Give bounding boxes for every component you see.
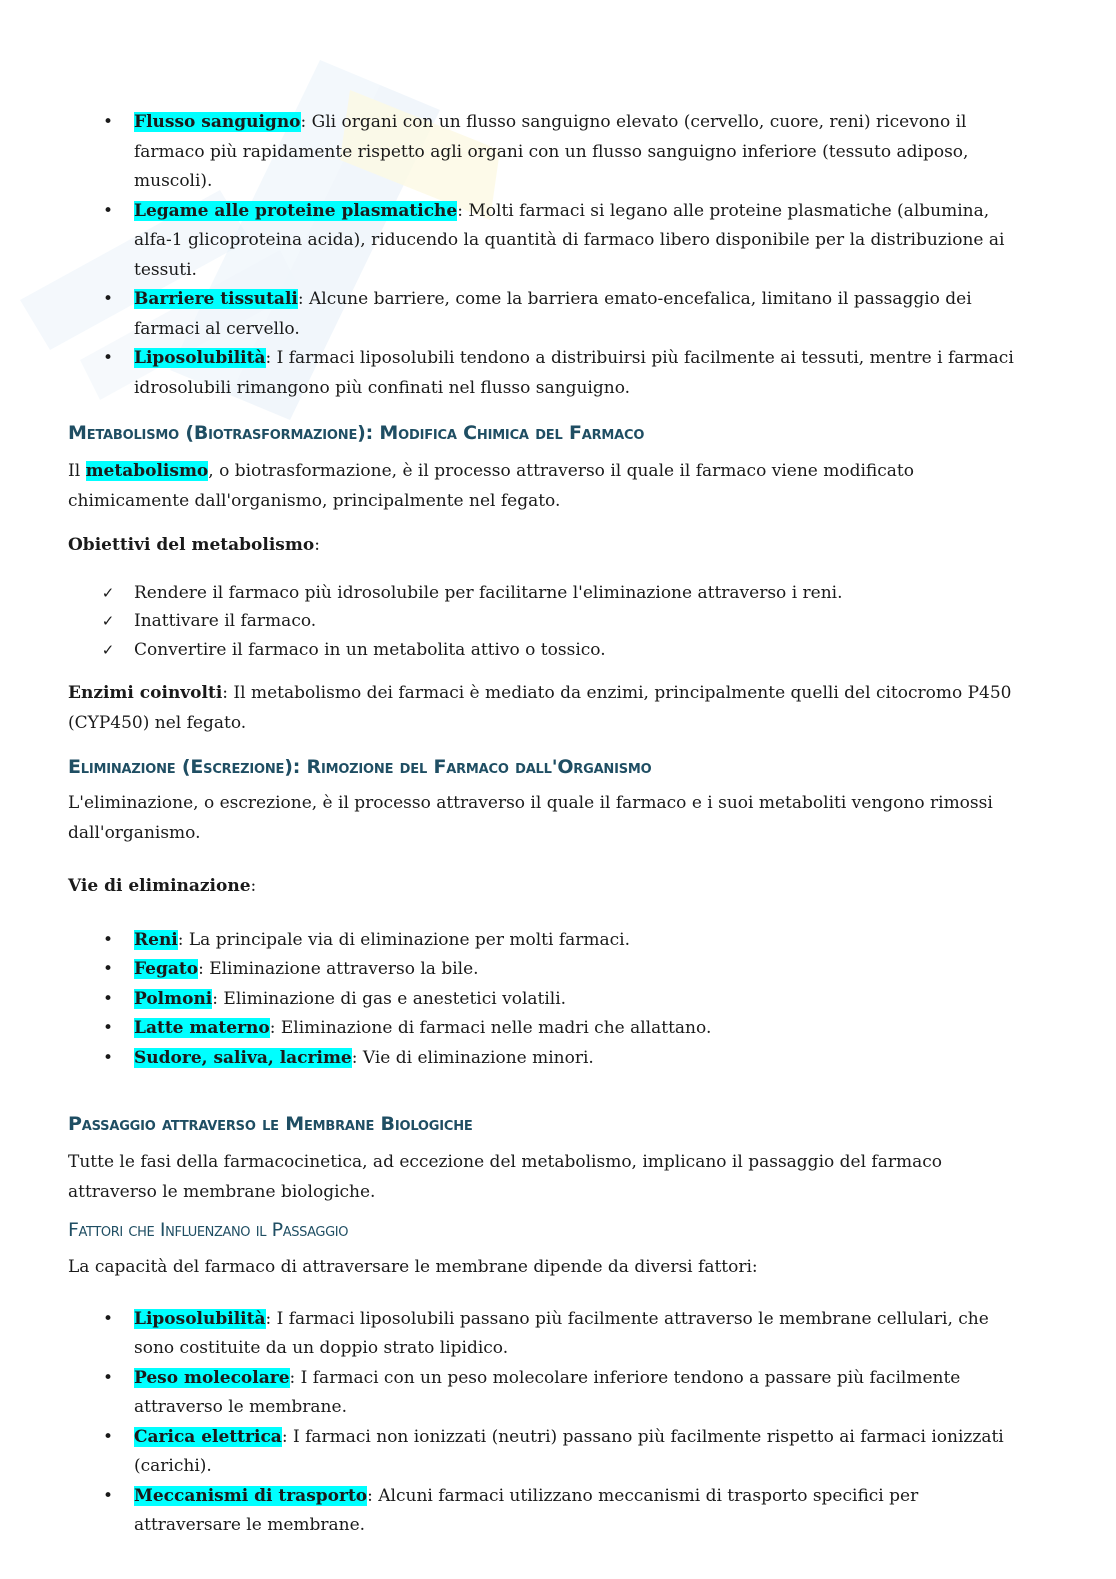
- bullet-icon: •: [102, 348, 114, 368]
- bullet-icon: •: [102, 1485, 114, 1506]
- enzymes-label: Enzimi coinvolti: [68, 683, 223, 703]
- bullet-icon: •: [102, 112, 114, 132]
- list-item: [68, 636, 1028, 665]
- metabolism-heading: Metabolismo (Biotrasformazione): Modifica Chimica del Farmaco: [68, 422, 645, 444]
- highlighted-term: Reni: [134, 929, 178, 950]
- item-text: : Molti farmaci si legano alle proteine plasmatiche (albumina, alfa-1 glicoproteina acida), riducendo la quantità di farmaco libero disponibile per la distribuzione ai tessuti.: [134, 200, 1005, 280]
- item-text: : Eliminazione attraverso la bile.: [198, 959, 479, 979]
- highlighted-term: Liposolubilità: [134, 1308, 266, 1329]
- factors-intro: La capacità del farmaco di attraversare le membrane dipende da diversi fattori:: [68, 1257, 758, 1277]
- list-item: [68, 1044, 1028, 1074]
- list-item: [68, 1364, 1028, 1423]
- list-item: [68, 985, 1028, 1015]
- highlighted-term: Legame alle proteine plasmatiche: [134, 200, 458, 221]
- highlighted-term: Carica elettrica: [134, 1426, 282, 1447]
- distribution-factors-list: [68, 108, 1028, 403]
- routes-label: Vie di eliminazione: [68, 876, 251, 896]
- elimination-routes-list: [68, 926, 1028, 1074]
- highlighted-term: Peso molecolare: [134, 1367, 290, 1388]
- item-text: : La principale via di eliminazione per molti farmaci.: [177, 929, 631, 950]
- membranes-intro: Tutte le fasi della farmacocinetica, ad eccezione del metabolismo, implicano il passaggio del farmaco attraverso le membrane biologiche.: [68, 1152, 942, 1202]
- item-text: : Eliminazione di farmaci nelle madri che allattano.: [269, 1018, 712, 1038]
- item-text: : Alcune barriere, come la barriera emato-encefalica, limitano il passaggio dei farmaci al cervello.: [134, 289, 972, 339]
- bullet-icon: •: [102, 959, 114, 979]
- highlighted-term: Barriere tissutali: [134, 289, 298, 309]
- routes-label-line: [68, 872, 1028, 902]
- factors-subheading: Fattori che Influenzano il Passaggio: [68, 1219, 349, 1241]
- list-item: [68, 607, 1028, 636]
- elimination-heading: Eliminazione (Escrezione): Rimozione del Farmaco dall'Organismo: [68, 756, 652, 778]
- highlighted-term: Sudore, saliva, lacrime: [134, 1047, 352, 1068]
- item-text: : I farmaci liposolubili passano più facilmente attraverso le membrane cellulari, che sono costituite da un doppio strato lipidico.: [134, 1308, 989, 1358]
- highlighted-term: metabolismo: [85, 461, 209, 481]
- list-item: [68, 955, 1028, 985]
- membranes-heading: Passaggio attraverso le Membrane Biologiche: [68, 1113, 473, 1135]
- item-text: : I farmaci con un peso molecolare inferiore tendono a passare più facilmente attraverso le membrane.: [134, 1367, 961, 1417]
- bullet-icon: •: [102, 1047, 114, 1068]
- list-item: [68, 579, 1028, 608]
- objectives-label: Obiettivi del metabolismo: [68, 535, 315, 555]
- bullet-icon: •: [102, 200, 114, 221]
- intro-prefix: Il: [68, 461, 86, 481]
- item-text: Convertire il farmaco in un metabolita attivo o tossico.: [134, 639, 606, 660]
- item-text: : I farmaci non ionizzati (neutri) passano più facilmente rispetto ai farmaci ionizzati (carichi).: [134, 1426, 1004, 1476]
- item-text: Rendere il farmaco più idrosolubile per facilitarne l'eliminazione attraverso i reni.: [134, 582, 843, 603]
- bullet-icon: •: [102, 929, 114, 950]
- bullet-icon: •: [102, 988, 114, 1009]
- intro-text: , o biotrasformazione, è il processo attraverso il quale il farmaco viene modificato chimicamente dall'organismo, principalmente nel fegato.: [68, 461, 914, 511]
- item-text: : Gli organi con un flusso sanguigno elevato (cervello, cuore, reni) ricevono il farmaco più rapidamente rispetto agli organi con un flusso sanguigno inferiore (tessuto adiposo, muscoli).: [134, 112, 969, 191]
- metabolism-intro: [68, 457, 1028, 516]
- highlighted-term: Latte materno: [134, 1018, 270, 1038]
- list-item: [68, 1423, 1028, 1482]
- list-item: [68, 108, 1028, 197]
- objectives-label-line: [68, 531, 1028, 561]
- objectives-list: [68, 579, 1028, 665]
- routes-colon: :: [250, 876, 257, 896]
- highlighted-term: Flusso sanguigno: [134, 112, 301, 132]
- bullet-icon: •: [102, 1426, 114, 1447]
- list-item: [68, 926, 1028, 956]
- list-item: [68, 197, 1028, 286]
- elimination-intro: L'eliminazione, o escrezione, è il processo attraverso il quale il farmaco e i suoi metaboliti vengono rimossi dall'organismo.: [68, 793, 993, 843]
- membrane-factors-list: [68, 1305, 1028, 1541]
- bullet-icon: •: [102, 1367, 114, 1388]
- list-item: [68, 1014, 1028, 1044]
- highlighted-term: Polmoni: [134, 988, 213, 1009]
- item-text: : Eliminazione di gas e anestetici volatili.: [212, 988, 567, 1009]
- highlighted-term: Fegato: [134, 959, 199, 979]
- enzymes-text: : Il metabolismo dei farmaci è mediato da enzimi, principalmente quelli del citocromo P450 (CYP450) nel fegato.: [68, 683, 1012, 733]
- item-text: : Alcuni farmaci utilizzano meccanismi di trasporto specifici per attraversare le membrane.: [134, 1485, 919, 1535]
- list-item: [68, 285, 1028, 344]
- item-text: : Vie di eliminazione minori.: [351, 1047, 594, 1068]
- list-item: [68, 344, 1028, 403]
- checkmark-icon: ✓: [101, 640, 115, 659]
- checkmark-icon: ✓: [101, 612, 115, 630]
- enzymes-paragraph: [68, 679, 1028, 738]
- highlighted-term: Meccanismi di trasporto: [134, 1485, 368, 1506]
- objectives-colon: :: [314, 535, 320, 555]
- bullet-icon: •: [102, 289, 114, 309]
- list-item: [68, 1482, 1028, 1541]
- highlighted-term: Liposolubilità: [134, 348, 266, 368]
- bullet-icon: •: [102, 1018, 114, 1038]
- list-item: [68, 1305, 1028, 1364]
- checkmark-icon: ✓: [101, 583, 115, 602]
- page-content: [68, 108, 1028, 1541]
- item-text: Inattivare il farmaco.: [134, 611, 317, 631]
- item-text: : I farmaci liposolubili tendono a distribuirsi più facilmente ai tessuti, mentre i farmaci idrosolubili rimangono più confinati nel flusso sanguigno.: [134, 348, 1014, 398]
- bullet-icon: •: [102, 1308, 114, 1329]
